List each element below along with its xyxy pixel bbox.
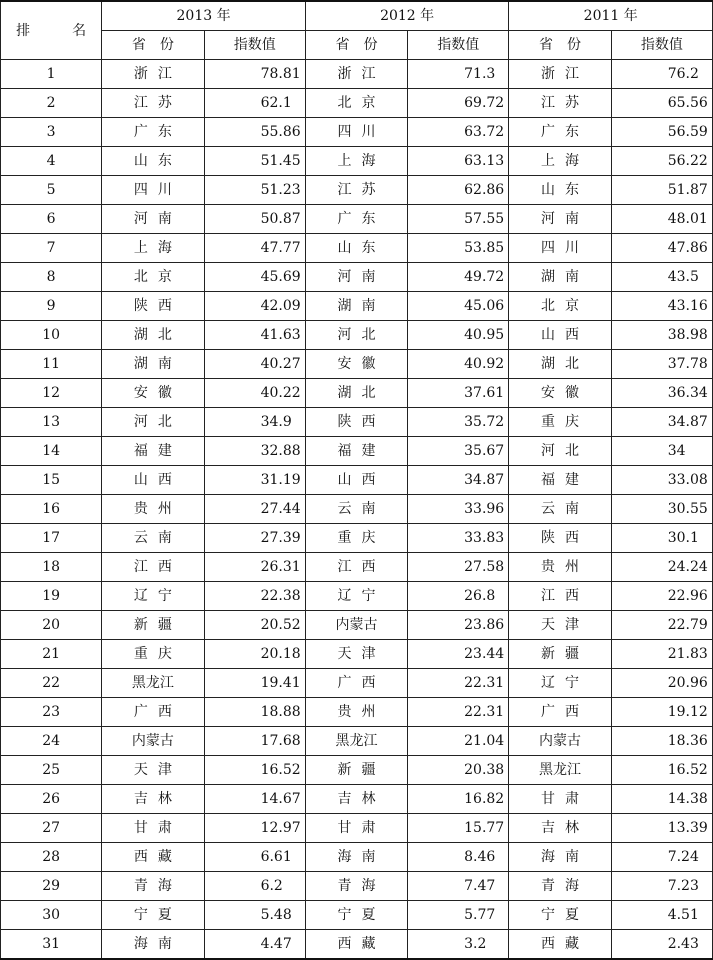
index-value-cell: 26.8 [408, 582, 509, 611]
index-value-cell: 5.77 [408, 901, 509, 930]
table-row [1, 379, 713, 408]
province-cell: 四川 [509, 234, 611, 263]
province-cell: 广西 [305, 669, 407, 698]
index-value-cell: 42.09 [204, 292, 305, 321]
index-value-cell: 13.39 [611, 814, 712, 843]
province-cell: 湖南 [509, 263, 611, 292]
province-cell: 内蒙古 [305, 611, 407, 640]
table-row [1, 350, 713, 379]
table-row [1, 727, 713, 756]
index-value-cell: 34.87 [611, 408, 712, 437]
index-value-cell: 63.13 [408, 147, 509, 176]
rank-cell: 4 [1, 147, 102, 176]
index-value-cell: 3.2 [408, 930, 509, 960]
province-cell: 河北 [305, 321, 407, 350]
province-cell: 重庆 [509, 408, 611, 437]
index-value-cell: 19.41 [204, 669, 305, 698]
index-value-cell: 48.01 [611, 205, 712, 234]
province-cell: 天津 [102, 756, 204, 785]
province-cell: 广东 [102, 118, 204, 147]
province-cell: 海南 [305, 843, 407, 872]
table-row [1, 292, 713, 321]
rank-cell: 21 [1, 640, 102, 669]
province-cell: 新疆 [509, 640, 611, 669]
province-cell: 山西 [305, 466, 407, 495]
province-cell: 安徽 [305, 350, 407, 379]
province-cell: 海南 [102, 930, 204, 960]
index-value-cell: 2.43 [611, 930, 712, 960]
table-row [1, 118, 713, 147]
index-value-cell: 30.55 [611, 495, 712, 524]
province-cell: 浙江 [509, 60, 611, 89]
table-row [1, 321, 713, 350]
index-value-cell: 76.2 [611, 60, 712, 89]
index-value-cell: 45.06 [408, 292, 509, 321]
index-value-cell: 26.31 [204, 553, 305, 582]
index-value-cell: 21.04 [408, 727, 509, 756]
rank-cell: 27 [1, 814, 102, 843]
province-cell: 山东 [509, 176, 611, 205]
province-cell: 四川 [305, 118, 407, 147]
province-header: 省 份 [305, 31, 407, 60]
table-row [1, 147, 713, 176]
province-cell: 内蒙古 [509, 727, 611, 756]
table-row [1, 495, 713, 524]
index-value-cell: 35.72 [408, 408, 509, 437]
index-value-cell: 16.52 [611, 756, 712, 785]
index-value-cell: 27.44 [204, 495, 305, 524]
province-cell: 山东 [102, 147, 204, 176]
province-cell: 山西 [102, 466, 204, 495]
index-value-cell: 6.61 [204, 843, 305, 872]
rank-cell: 2 [1, 89, 102, 118]
index-value-cell: 20.52 [204, 611, 305, 640]
province-cell: 西藏 [102, 843, 204, 872]
province-cell: 河北 [102, 408, 204, 437]
index-value-cell: 23.44 [408, 640, 509, 669]
province-cell: 安徽 [509, 379, 611, 408]
index-value-cell: 62.1 [204, 89, 305, 118]
province-cell: 青海 [305, 872, 407, 901]
table-row [1, 785, 713, 814]
rank-cell: 6 [1, 205, 102, 234]
province-cell: 新疆 [102, 611, 204, 640]
index-header: 指数值 [611, 31, 712, 60]
province-cell: 河北 [509, 437, 611, 466]
province-cell: 黑龙江 [509, 756, 611, 785]
table-row [1, 263, 713, 292]
table-row [1, 466, 713, 495]
index-value-cell: 33.83 [408, 524, 509, 553]
province-cell: 陕西 [305, 408, 407, 437]
province-cell: 甘肃 [305, 814, 407, 843]
rank-cell: 31 [1, 930, 102, 960]
rank-cell: 10 [1, 321, 102, 350]
index-value-cell: 7.23 [611, 872, 712, 901]
province-cell: 贵州 [305, 698, 407, 727]
index-value-cell: 4.47 [204, 930, 305, 960]
table-row [1, 756, 713, 785]
province-cell: 重庆 [102, 640, 204, 669]
rank-cell: 29 [1, 872, 102, 901]
table-row [1, 205, 713, 234]
province-cell: 湖北 [305, 379, 407, 408]
index-header: 指数值 [408, 31, 509, 60]
rank-cell: 12 [1, 379, 102, 408]
index-value-cell: 17.68 [204, 727, 305, 756]
index-value-cell: 27.39 [204, 524, 305, 553]
table-row [1, 176, 713, 205]
index-value-cell: 34.9 [204, 408, 305, 437]
province-cell: 江苏 [509, 89, 611, 118]
index-value-cell: 57.55 [408, 205, 509, 234]
index-value-cell: 21.83 [611, 640, 712, 669]
province-cell: 宁夏 [305, 901, 407, 930]
rank-cell: 7 [1, 234, 102, 263]
index-value-cell: 38.98 [611, 321, 712, 350]
index-value-cell: 22.38 [204, 582, 305, 611]
province-cell: 上海 [305, 147, 407, 176]
province-cell: 安徽 [102, 379, 204, 408]
province-cell: 辽宁 [305, 582, 407, 611]
index-value-cell: 22.79 [611, 611, 712, 640]
index-value-cell: 41.63 [204, 321, 305, 350]
rank-cell: 18 [1, 553, 102, 582]
index-value-cell: 34 [611, 437, 712, 466]
index-value-cell: 4.51 [611, 901, 712, 930]
province-cell: 上海 [509, 147, 611, 176]
province-cell: 青海 [509, 872, 611, 901]
index-value-cell: 15.77 [408, 814, 509, 843]
province-cell: 广东 [509, 118, 611, 147]
table-row [1, 408, 713, 437]
header-row-columns [1, 31, 713, 60]
table-row [1, 872, 713, 901]
rank-cell: 30 [1, 901, 102, 930]
index-value-cell: 40.95 [408, 321, 509, 350]
table-row [1, 89, 713, 118]
index-value-cell: 30.1 [611, 524, 712, 553]
table-row [1, 582, 713, 611]
province-header: 省 份 [509, 31, 611, 60]
index-value-cell: 14.38 [611, 785, 712, 814]
province-cell: 北京 [102, 263, 204, 292]
table-row [1, 437, 713, 466]
index-value-cell: 31.19 [204, 466, 305, 495]
province-cell: 重庆 [305, 524, 407, 553]
province-cell: 辽宁 [102, 582, 204, 611]
province-cell: 四川 [102, 176, 204, 205]
rank-cell: 26 [1, 785, 102, 814]
province-cell: 湖南 [305, 292, 407, 321]
index-value-cell: 22.31 [408, 698, 509, 727]
index-value-cell: 23.86 [408, 611, 509, 640]
index-value-cell: 7.47 [408, 872, 509, 901]
province-cell: 江苏 [102, 89, 204, 118]
index-value-cell: 19.12 [611, 698, 712, 727]
province-cell: 宁夏 [509, 901, 611, 930]
table-row [1, 901, 713, 930]
rank-cell: 25 [1, 756, 102, 785]
index-value-cell: 16.82 [408, 785, 509, 814]
table-row [1, 553, 713, 582]
province-cell: 湖北 [509, 350, 611, 379]
index-value-cell: 53.85 [408, 234, 509, 263]
index-value-cell: 56.59 [611, 118, 712, 147]
year-header-2013: 2013 年 [102, 1, 306, 31]
province-cell: 广东 [305, 205, 407, 234]
index-value-cell: 43.5 [611, 263, 712, 292]
table-row [1, 930, 713, 960]
index-value-cell: 20.18 [204, 640, 305, 669]
table-row [1, 60, 713, 89]
province-cell: 西藏 [305, 930, 407, 960]
year-header-2012: 2012 年 [305, 1, 509, 31]
rank-cell: 24 [1, 727, 102, 756]
table-row [1, 814, 713, 843]
rank-cell: 22 [1, 669, 102, 698]
index-value-cell: 43.16 [611, 292, 712, 321]
index-value-cell: 5.48 [204, 901, 305, 930]
rank-header: 排 名 [1, 1, 102, 60]
province-cell: 河南 [102, 205, 204, 234]
table-row [1, 234, 713, 263]
index-value-cell: 36.34 [611, 379, 712, 408]
province-cell: 河南 [305, 263, 407, 292]
province-cell: 天津 [305, 640, 407, 669]
table-body [1, 60, 713, 960]
index-value-cell: 47.86 [611, 234, 712, 263]
index-value-cell: 63.72 [408, 118, 509, 147]
index-value-cell: 51.45 [204, 147, 305, 176]
rank-cell: 5 [1, 176, 102, 205]
header-row-years [1, 1, 713, 31]
province-cell: 江西 [305, 553, 407, 582]
table-row [1, 698, 713, 727]
province-cell: 北京 [305, 89, 407, 118]
rank-cell: 14 [1, 437, 102, 466]
province-cell: 海南 [509, 843, 611, 872]
province-cell: 湖北 [102, 321, 204, 350]
index-value-cell: 37.78 [611, 350, 712, 379]
index-value-cell: 47.77 [204, 234, 305, 263]
province-cell: 贵州 [509, 553, 611, 582]
index-value-cell: 34.87 [408, 466, 509, 495]
province-cell: 福建 [509, 466, 611, 495]
rank-cell: 16 [1, 495, 102, 524]
index-value-cell: 37.61 [408, 379, 509, 408]
index-value-cell: 18.36 [611, 727, 712, 756]
province-cell: 广西 [102, 698, 204, 727]
year-header-2011: 2011 年 [509, 1, 713, 31]
province-cell: 青海 [102, 872, 204, 901]
table-row [1, 640, 713, 669]
province-cell: 河南 [509, 205, 611, 234]
index-value-cell: 40.27 [204, 350, 305, 379]
province-cell: 宁夏 [102, 901, 204, 930]
rank-cell: 1 [1, 60, 102, 89]
index-value-cell: 56.22 [611, 147, 712, 176]
index-value-cell: 33.96 [408, 495, 509, 524]
index-value-cell: 65.56 [611, 89, 712, 118]
index-value-cell: 35.67 [408, 437, 509, 466]
index-value-cell: 55.86 [204, 118, 305, 147]
index-value-cell: 8.46 [408, 843, 509, 872]
index-value-cell: 40.92 [408, 350, 509, 379]
index-value-cell: 62.86 [408, 176, 509, 205]
province-cell: 广西 [509, 698, 611, 727]
index-value-cell: 20.38 [408, 756, 509, 785]
province-cell: 上海 [102, 234, 204, 263]
province-cell: 山西 [509, 321, 611, 350]
index-value-cell: 24.24 [611, 553, 712, 582]
province-cell: 吉林 [509, 814, 611, 843]
province-cell: 浙江 [305, 60, 407, 89]
rank-cell: 9 [1, 292, 102, 321]
province-cell: 黑龙江 [305, 727, 407, 756]
index-header: 指数值 [204, 31, 305, 60]
rank-cell: 15 [1, 466, 102, 495]
province-cell: 湖南 [102, 350, 204, 379]
province-cell: 吉林 [102, 785, 204, 814]
rank-cell: 13 [1, 408, 102, 437]
index-value-cell: 45.69 [204, 263, 305, 292]
province-cell: 江西 [102, 553, 204, 582]
province-cell: 福建 [102, 437, 204, 466]
index-value-cell: 33.08 [611, 466, 712, 495]
index-value-cell: 49.72 [408, 263, 509, 292]
table-row [1, 669, 713, 698]
province-cell: 江西 [509, 582, 611, 611]
province-header: 省 份 [102, 31, 204, 60]
rank-cell: 3 [1, 118, 102, 147]
index-value-cell: 20.96 [611, 669, 712, 698]
rank-cell: 17 [1, 524, 102, 553]
province-cell: 辽宁 [509, 669, 611, 698]
province-cell: 天津 [509, 611, 611, 640]
province-cell: 北京 [509, 292, 611, 321]
province-cell: 陕西 [509, 524, 611, 553]
province-cell: 浙江 [102, 60, 204, 89]
province-cell: 云南 [305, 495, 407, 524]
index-value-cell: 71.3 [408, 60, 509, 89]
province-cell: 黑龙江 [102, 669, 204, 698]
index-value-cell: 69.72 [408, 89, 509, 118]
index-value-cell: 27.58 [408, 553, 509, 582]
index-value-cell: 7.24 [611, 843, 712, 872]
province-cell: 福建 [305, 437, 407, 466]
index-value-cell: 32.88 [204, 437, 305, 466]
index-value-cell: 78.81 [204, 60, 305, 89]
province-cell: 陕西 [102, 292, 204, 321]
index-value-cell: 14.67 [204, 785, 305, 814]
index-value-cell: 12.97 [204, 814, 305, 843]
province-cell: 甘肃 [102, 814, 204, 843]
index-value-cell: 6.2 [204, 872, 305, 901]
province-cell: 甘肃 [509, 785, 611, 814]
index-value-cell: 16.52 [204, 756, 305, 785]
province-cell: 贵州 [102, 495, 204, 524]
table-row [1, 843, 713, 872]
province-cell: 江苏 [305, 176, 407, 205]
province-cell: 新疆 [305, 756, 407, 785]
province-cell: 西藏 [509, 930, 611, 960]
province-cell: 云南 [102, 524, 204, 553]
index-value-cell: 51.87 [611, 176, 712, 205]
rank-cell: 20 [1, 611, 102, 640]
rank-cell: 19 [1, 582, 102, 611]
rank-cell: 8 [1, 263, 102, 292]
rank-cell: 23 [1, 698, 102, 727]
index-value-cell: 51.23 [204, 176, 305, 205]
province-cell: 内蒙古 [102, 727, 204, 756]
province-cell: 山东 [305, 234, 407, 263]
rank-cell: 28 [1, 843, 102, 872]
index-value-cell: 22.96 [611, 582, 712, 611]
table-row [1, 524, 713, 553]
province-cell: 吉林 [305, 785, 407, 814]
index-value-cell: 50.87 [204, 205, 305, 234]
index-value-cell: 18.88 [204, 698, 305, 727]
index-value-cell: 22.31 [408, 669, 509, 698]
province-cell: 云南 [509, 495, 611, 524]
table-row [1, 611, 713, 640]
index-value-cell: 40.22 [204, 379, 305, 408]
rank-cell: 11 [1, 350, 102, 379]
